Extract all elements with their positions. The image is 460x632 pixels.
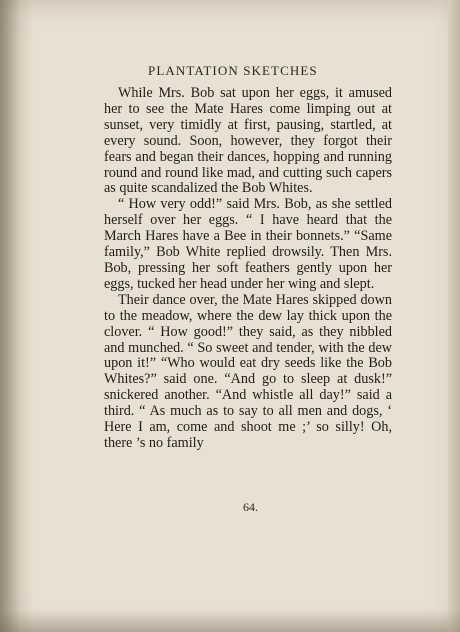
page-edge: [448, 0, 460, 632]
body-text: [104, 86, 392, 452]
page-number: 64.: [243, 500, 258, 514]
running-head: PLANTATION SKETCHES: [148, 63, 318, 78]
bottom-edge-shadow: [0, 610, 460, 632]
paragraph: “ How very odd!” said Mrs. Bob, as she settled herself over her eggs. “ I have heard that the March Hares have a Bee in their bonnets.” “Same family,” Bob White replied drowsily. Then Mrs. Bob, pressing her soft feathers gently upon her eggs, tucked her head under her wing and slept.: [104, 196, 392, 292]
paragraph: Their dance over, the Mate Hares skipped down to the meadow, where the dew lay thick upon the clover. “ How good!” they said, as they nibbled and munched. “ So sweet and tender, with the dew upon it!” “Who would eat dry seeds like the Bob Whites?” said one. “And go to sleep at dusk!” snickered another. “And whistle all day!” said a third. “ As much as to say to all men and dogs, ‘ Here I am, come and shoot me ;’ so silly! Oh, there ’s no family: [104, 291, 392, 451]
paragraph: While Mrs. Bob sat upon her eggs, it amused her to see the Mate Hares come limping out at sunset, very timidly at first, pausing, startled, at every sound. Soon, however, they forgot their fears and began their dances, hopping and running round and round like mad, and cutting such capers as quite scandalized the Bob Whites.: [104, 85, 392, 197]
binding-shadow: [0, 0, 34, 632]
